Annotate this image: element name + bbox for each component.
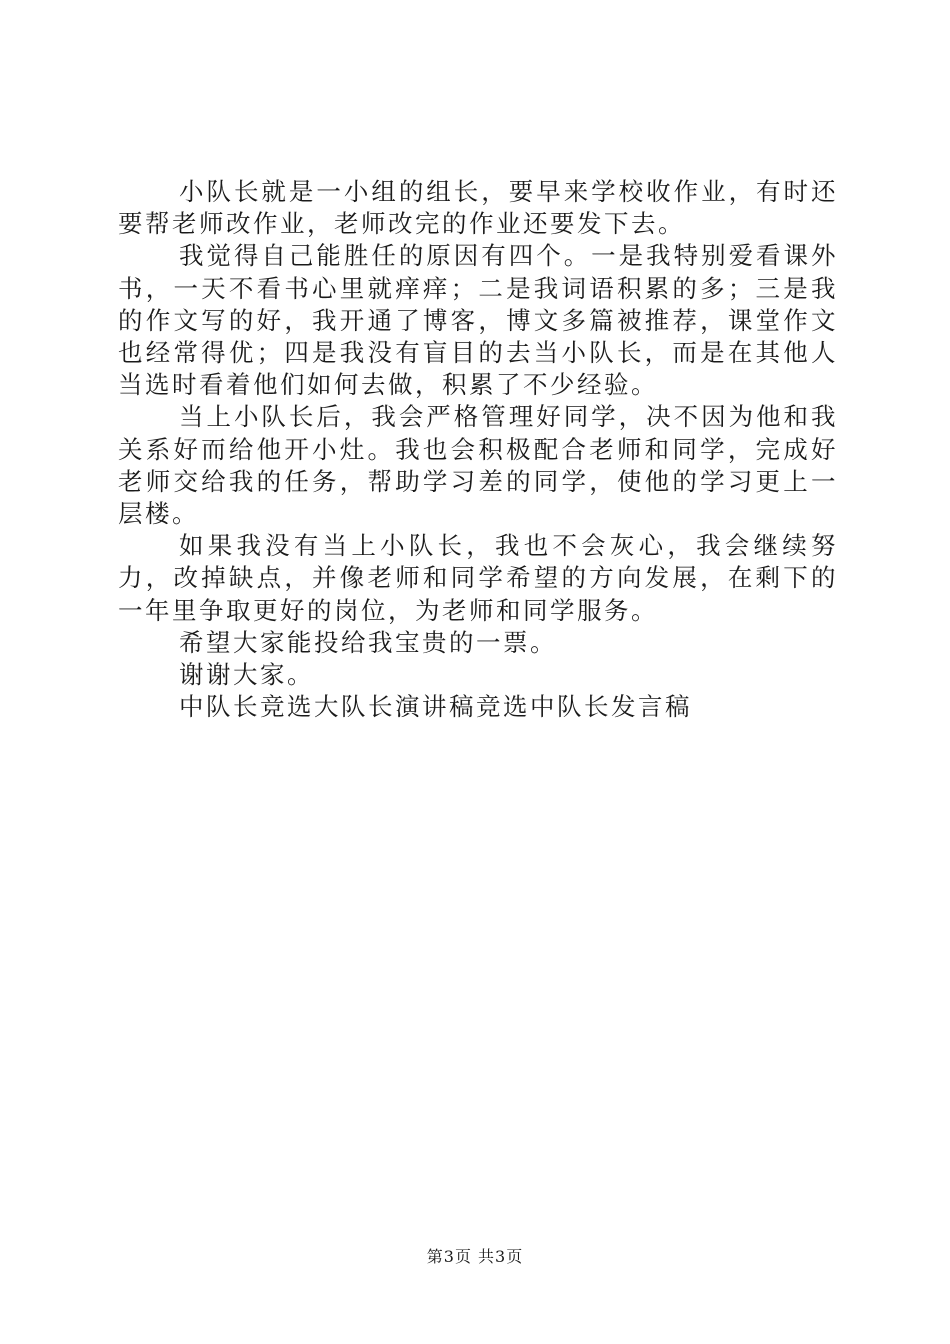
paragraph-plans: 当上小队长后，我会严格管理好同学，决不因为他和我关系好而给他开小灶。我也会积极配合老师和同学，完成好老师交给我的任务，帮助学习差的同学，使他的学习更上一层楼。	[118, 402, 838, 529]
page-number-footer: 第3页 共3页	[426, 1247, 524, 1266]
paragraph-reasons: 我觉得自己能胜任的原因有四个。一是我特别爱看课外书，一天不看书心里就痒痒；二是我词语积累的多；三是我的作文写的好，我开通了博客，博文多篇被推荐，课堂作文也经常得优；四是我没有盲目的去当小队长，而是在其他人当选时看着他们如何去做，积累了不少经验。	[118, 241, 838, 400]
closing-line-vote: 希望大家能投给我宝贵的一票。	[179, 627, 557, 657]
document-body	[118, 176, 838, 723]
closing-line-title: 中队长竞选大队长演讲稿竞选中队长发言稿	[179, 692, 692, 722]
closing-line-thanks: 谢谢大家。	[179, 660, 314, 690]
paragraph-duties: 小队长就是一小组的组长，要早来学校收作业，有时还要帮老师改作业，老师改完的作业还要发下去。	[118, 177, 838, 239]
paragraph-if-not-elected: 如果我没有当上小队长，我也不会灰心，我会继续努力，改掉缺点，并像老师和同学希望的方向发展，在剩下的一年里争取更好的岗位，为老师和同学服务。	[118, 531, 838, 625]
